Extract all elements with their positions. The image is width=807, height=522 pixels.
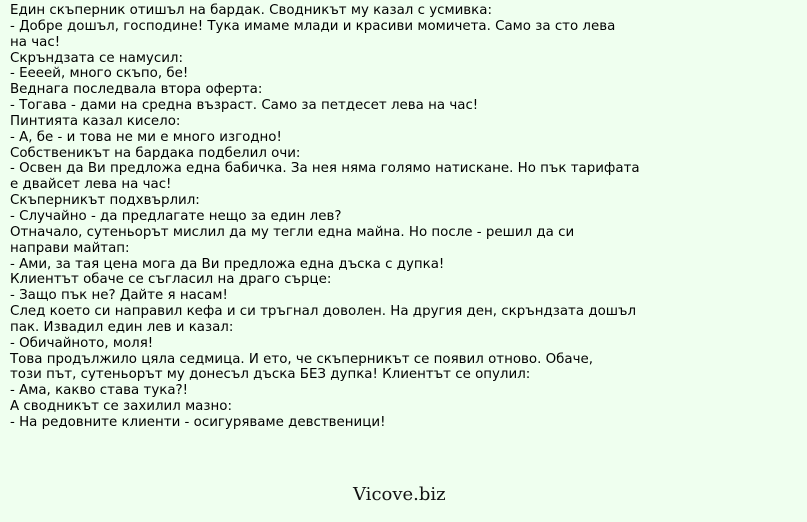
joke-line: - Защо пък не? Дайте я насам! <box>10 288 228 304</box>
joke-line: - Обичайното, моля! <box>10 335 154 351</box>
joke-line: Пинтията казал кисело: <box>10 113 181 129</box>
joke-text <box>10 3 800 431</box>
joke-line: А сводникът се захилил мазно: <box>10 399 232 415</box>
joke-line: - На редовните клиенти - осигуряваме девственици! <box>10 414 386 430</box>
joke-line: - Освен да Ви предложа една бабичка. За нея няма голямо натискане. Но пък тарифата <box>10 161 640 177</box>
joke-line: Скъперникът подхвърлил: <box>10 193 200 209</box>
joke-line: След което си направил кефа и си тръгнал доволен. На другия ден, скръндзата дошъл <box>10 304 637 320</box>
joke-line: - Случайно - да предлагате нещо за един лев? <box>10 208 342 224</box>
joke-line: на час! <box>10 34 61 50</box>
joke-line: Веднага последвала втора оферта: <box>10 82 263 98</box>
joke-line: - Ами, за тая цена мога да Ви предложа една дъска с дупка! <box>10 256 445 272</box>
joke-line: направи майтап: <box>10 240 130 256</box>
joke-line: - Ама, какво става тука?! <box>10 383 189 399</box>
joke-line: пак. Извадил един лев и казал: <box>10 319 234 335</box>
joke-line: - Тогава - дами на средна възраст. Само за петдесет лева на час! <box>10 98 479 114</box>
joke-line: Клиентът обаче се съгласил на драго сърце: <box>10 272 332 288</box>
joke-line: - Еееей, много скъпо, бе! <box>10 66 189 82</box>
joke-line: - Добре дошъл, господине! Тука имаме млади и красиви момичета. Само за сто лева <box>10 18 616 34</box>
joke-line: този път, сутеньорът му донесъл дъска БЕЗ дупка! Клиентът се опулил: <box>10 367 531 383</box>
joke-line: - А, бе - и това не ми е много изгодно! <box>10 129 282 145</box>
joke-line: Скръндзата се намусил: <box>10 50 183 66</box>
joke-line: Отначало, сутеньорът мислил да му тегли една майна. Но после - решил да си <box>10 224 575 240</box>
joke-line: Един скъперник отишъл на бардак. Сводникът му казал с усмивка: <box>10 3 492 18</box>
joke-line: Собственикът на бардака подбелил очи: <box>10 145 301 161</box>
site-watermark: Vicove.biz <box>353 484 446 505</box>
joke-line: е двайсет лева на час! <box>10 177 172 193</box>
joke-line: Това продължило цяла седмица. И ето, че скъперникът се появил отново. Обаче, <box>10 351 594 367</box>
